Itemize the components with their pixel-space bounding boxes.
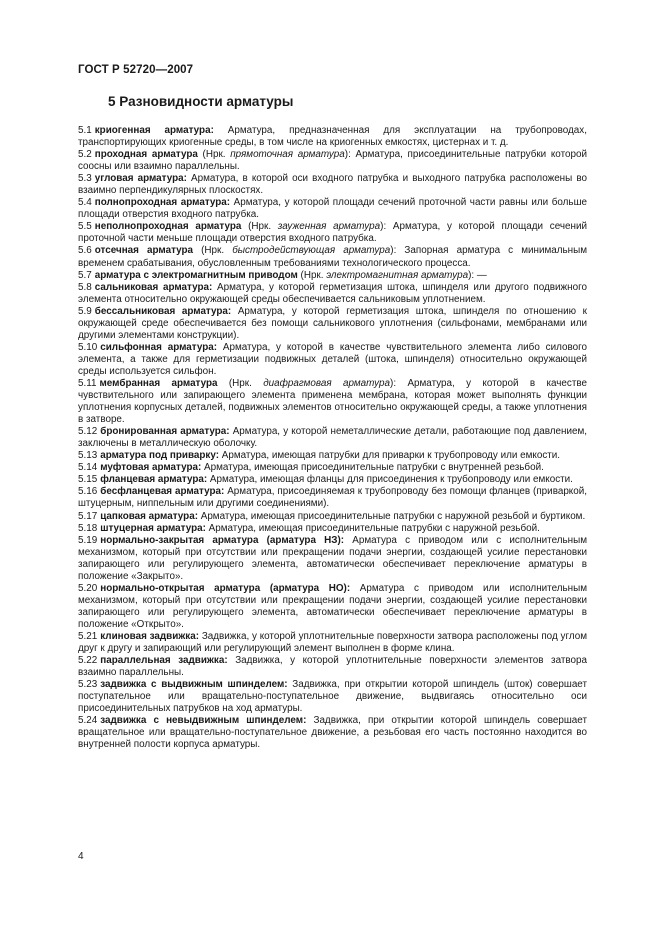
definition-entry (78, 655, 587, 679)
term: сильфонная арматура: (100, 341, 218, 353)
clause-number: 5.18 (78, 522, 98, 534)
term: угловая арматура: (94, 173, 187, 185)
term: арматура с электромагнитным приводом (94, 269, 298, 281)
definition-entry (78, 149, 587, 173)
term: мембранная арматура (99, 377, 218, 389)
clause-number: 5.20 (78, 582, 98, 594)
term: задвижка с выдвижным шпинделем: (100, 679, 288, 691)
definition-text: Задвижка, при открытии которой шпиндель совершает вращательное или вращательно-поступательное движение, а резьбовая его часть постоянно находится во внутренней полости корпуса арматуры. (78, 715, 587, 751)
clause-number: 5.12 (78, 426, 98, 438)
definition-text: Арматура, имеющая присоединительные патрубки с внутренней резьбой. (201, 462, 544, 474)
deprecated-suffix: ): (344, 149, 351, 161)
definition-entry (78, 378, 587, 426)
deprecated-prefix: (Нрк. (241, 221, 278, 233)
definition-entry (78, 462, 587, 474)
definition-text: Арматура, предназначенная для эксплуатации на трубопроводах, транспортирующих криогенные среды, в том числе на криогенных емкостях, цистернах и т. д. (78, 125, 587, 149)
definition-entry (78, 306, 587, 342)
definition-text: Запорная арматура с минимальным временем срабатывания, обусловленным требованиями технологического процесса. (78, 245, 587, 269)
definition-text: Арматура, у которой площади сечений проточной части равны или больше площади отверстия входного патрубка. (78, 197, 587, 221)
deprecated-term: зауженная арматура (277, 221, 381, 233)
clause-number: 5.21 (78, 630, 98, 642)
definition-text: Арматура, имеющая присоединительные патрубки с наружной резьбой. (205, 522, 540, 534)
definition-entry (78, 511, 587, 523)
definition-entry (78, 426, 587, 450)
clause-number: 5.3 (78, 173, 92, 185)
definition-text: Арматура, у которой в качестве чувствительного или запирающего элемента применена мембрана, которая может выполнять функции уплотнения корпусных деталей, подвижных элементов относительно окружающей среды, а также уплотнения в затворе. (78, 377, 588, 426)
term: бессальниковая арматура: (94, 305, 232, 317)
definition-text: Арматура, имеющая присоединительные патрубки с наружной резьбой и буртиком. (197, 510, 586, 522)
clause-number: 5.19 (78, 534, 98, 546)
deprecated-suffix: ): (468, 269, 475, 281)
term: фланцевая арматура: (100, 474, 208, 486)
definition-entry (78, 245, 587, 269)
term: полнопроходная арматура: (94, 197, 231, 209)
definition-entry (78, 523, 587, 535)
deprecated-suffix: ): (390, 245, 397, 257)
term: криогенная арматура: (94, 125, 214, 136)
term: проходная арматура (94, 149, 198, 161)
definition-text: Задвижка, у которой уплотнительные поверхности затвора расположены под углом друг к другу и запирающий или регулирующий элемент выполнен в форме клина. (78, 630, 587, 655)
term: задвижка с невыдвижным шпинделем: (100, 715, 307, 727)
definition-entry (78, 125, 587, 149)
clause-number: 5.22 (78, 655, 98, 667)
definition-entry (78, 679, 587, 715)
deprecated-prefix: (Нрк. (217, 377, 264, 389)
clause-number: 5.7 (78, 269, 92, 281)
deprecated-suffix: ): (380, 221, 387, 233)
clause-number: 5.5 (78, 221, 92, 233)
definition-entry (78, 486, 587, 510)
definition-text: Арматура с приводом или исполнительным механизмом, который при отсутствии или прекращении подачи энергии, создающей усилие перестановки запирающего или регулирующего элемента, автоматически обеспечивает переключение арматуры в положение «Открыто». (78, 582, 587, 630)
clause-number: 5.11 (78, 377, 97, 389)
document-header: ГОСТ Р 52720—2007 (78, 64, 194, 76)
clause-number: 5.10 (78, 341, 98, 353)
clause-number: 5.13 (78, 450, 98, 462)
clause-number: 5.24 (78, 715, 98, 727)
definition-text: Арматура, имеющая фланцы для присоединения к трубопроводу или емкости. (207, 474, 573, 486)
deprecated-prefix: (Нрк. (297, 269, 327, 281)
term: сальниковая арматура: (94, 281, 213, 293)
definition-text: Арматура, у которой площади сечений проточной части меньше площади отверстия входного патрубка. (78, 221, 587, 245)
clause-number: 5.16 (78, 486, 98, 498)
definition-entry (78, 474, 587, 486)
definition-text: Арматура, у которой герметизация штока, шпинделя или другого подвижного элемента относительно окружающей среды обеспечивается сальниковым уплотнением. (78, 281, 587, 305)
term: цапковая арматура: (100, 510, 198, 522)
term: бронированная арматура: (100, 426, 230, 438)
definition-text: Арматура, присоединительные патрубки которой соосны или взаимно параллельны. (78, 149, 587, 173)
term: нормально-открытая арматура (арматура НО): (100, 582, 351, 594)
clause-number: 5.2 (78, 149, 92, 161)
clause-number: 5.23 (78, 679, 98, 691)
deprecated-term: диафрагмовая арматура (263, 377, 391, 389)
definition-entry (78, 342, 587, 378)
deprecated-prefix: (Нрк. (193, 245, 233, 257)
definition-text: Арматура, у которой в качестве чувствительного элемента либо силового элемента, а также для герметизации подвижных деталей (штока, шпинделя) относительно окружающей среды используется сильфон. (78, 341, 587, 377)
term: нормально-закрытая арматура (арматура НЗ): (100, 534, 345, 546)
term: неполнопроходная арматура (94, 221, 242, 233)
definition-entry (78, 221, 587, 245)
definition-entry (78, 450, 587, 462)
page-number: 4 (78, 851, 84, 862)
deprecated-term: прямоточная арматура (230, 149, 345, 161)
definition-text: Арматура, присоединяемая к трубопроводу без помощи фланцев (приваркой, штуцерным, ниппельным или другими соединениями). (78, 486, 587, 510)
definition-text: Задвижка, при открытии которой шпиндель (шток) совершает поступательное или вращательно-поступательное движение, выдвигаясь относительно оси присоединительных патрубков на ход арматуры. (78, 679, 587, 715)
definition-entry (78, 197, 587, 221)
term: клиновая задвижка: (100, 630, 200, 642)
definition-entry (78, 715, 587, 751)
definition-entry (78, 631, 587, 655)
definition-entry (78, 535, 587, 583)
definition-text: Арматура, имеющая патрубки для приварки к трубопроводу или емкости. (219, 450, 561, 462)
deprecated-prefix: (Нрк. (197, 149, 231, 161)
definition-entry (78, 282, 587, 306)
deprecated-term: быстродействующая арматура (232, 245, 391, 257)
section-title: 5 Разновидности арматуры (108, 94, 294, 109)
clause-number: 5.6 (78, 245, 92, 257)
definition-entry (78, 173, 587, 197)
clause-number: 5.15 (78, 474, 98, 486)
clause-number: 5.8 (78, 281, 92, 293)
clause-number: 5.1 (78, 125, 92, 136)
definition-entry (78, 583, 587, 631)
term: параллельная задвижка: (100, 655, 228, 667)
definitions-list (78, 125, 587, 751)
clause-number: 5.14 (78, 462, 98, 474)
term: бесфланцевая арматура: (100, 486, 225, 498)
definition-text: Задвижка, у которой уплотнительные поверхности элементов затвора взаимно параллельны. (78, 655, 587, 679)
term: муфтовая арматура: (100, 462, 202, 474)
definition-entry (78, 270, 587, 282)
clause-number: 5.9 (78, 305, 92, 317)
definition-text: Арматура с приводом или с исполнительным механизмом, который при отсутствии или прекращении подачи энергии, создающей усилие перестановки запирающего или регулирующего элемента, автоматически обеспечивает переключение арматуры в положение «Закрыто». (78, 534, 587, 582)
clause-number: 5.4 (78, 197, 92, 209)
clause-number: 5.17 (78, 510, 98, 522)
deprecated-term: электромагнитная арматура (326, 269, 469, 281)
term: штуцерная арматура: (100, 522, 206, 534)
definition-text: Арматура, в которой оси входного патрубка и выходного патрубка расположены во взаимно перпендикулярных плоскостях. (78, 173, 587, 197)
definition-text: Арматура, у которой герметизация штока, шпинделя по отношению к окружающей среде обеспечивается без помощи сальникового уплотнения (сильфонами, мембранами или другими элементами конструкции). (78, 305, 587, 341)
term: арматура под приварку: (100, 450, 220, 462)
term: отсечная арматура (94, 245, 194, 257)
deprecated-suffix: ): (390, 377, 397, 389)
definition-text: — (474, 269, 487, 281)
definition-text: Арматура, у которой неметаллические детали, работающие под давлением, заключены в металлическую оболочку. (78, 426, 587, 450)
